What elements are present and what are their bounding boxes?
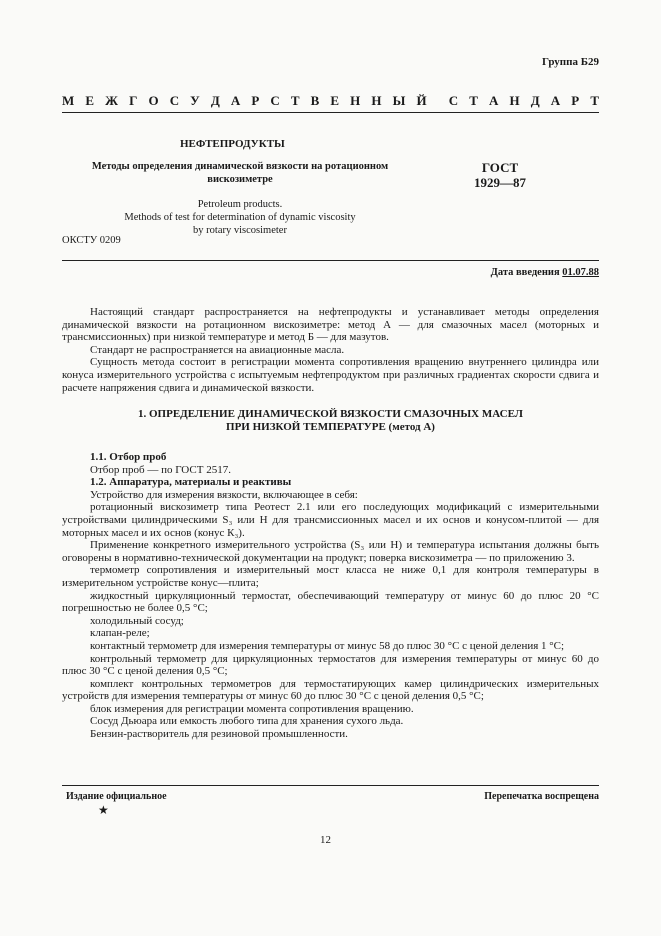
heading-letter: Д (210, 93, 220, 108)
heading-letter: С (448, 93, 459, 108)
subsection-1-2-heading: 1.2. Аппаратура, материалы и реактивы (90, 476, 292, 489)
heading-letter: А (489, 93, 499, 108)
methods-title (70, 160, 410, 186)
heading-letter: С (270, 93, 280, 108)
intro-paragraph: Стандарт не распространяется на авиационные масла. (90, 343, 345, 356)
group-label: Группа Б29 (542, 56, 599, 68)
list-item: термометр сопротивления и измерительный мост класса не ниже 0,1 для контроля температуры в измерительном устройстве конус—плита; (62, 564, 599, 589)
methods-line-2: вискозиметре (207, 174, 273, 185)
footer-divider (62, 785, 599, 786)
heading-letter: Т (590, 93, 599, 108)
intro-paragraph: Сущность метода состоит в регистрации момента сопротивления вращению внутреннего цилиндра или конуса измерительного устройства с испытуемым нефтепродуктом при различных градиентах скорости сдвига и расчете напряжения сдвига и динамической вязкости. (62, 356, 599, 394)
heading-letter: О (148, 93, 159, 108)
gost-number (470, 160, 530, 190)
intro-paragraph: Настоящий стандарт распространяется на нефтепродукты и устанавливает методы определения динамической вязкости на ротационном вискозиметре: метод А — для смазочных масел (моторных и трансмиссионных) при низкой температуре и метод Б — для мазутов. (62, 306, 599, 344)
list-item: Устройство для измерения вязкости, включающее в себя: (90, 488, 358, 501)
heading-letter: Т (290, 93, 300, 108)
heading-letter: А (230, 93, 241, 108)
date-value: 01.07.88 (562, 267, 599, 278)
top-divider (62, 112, 599, 113)
reprint-notice: Перепечатка воспрещена (484, 791, 599, 802)
english-line-1: Petroleum products. (197, 199, 283, 210)
list-item: комплект контрольных термометров для термостатирующих камер цилиндрических измерительных устройств для измерения температуры от минус 60 до плюс 30 °С с ценой деления 0,5 °С; (62, 677, 599, 703)
section-1-line-2: ПРИ НИЗКОЙ ТЕМПЕРАТУРЕ (метод А) (226, 421, 435, 433)
list-item: клапан-реле; (90, 627, 150, 640)
heading-letter: У (190, 93, 200, 108)
list-item: холодильный сосуд; (90, 614, 184, 627)
heading-letter: Р (571, 93, 580, 108)
english-line-2: Methods of test for determination of dynamic viscosity (124, 212, 356, 223)
list-item: Применение конкретного измерительного устройства (S₃ или Н) и температура испытания должны быть оговорены в нормативно-технической документации на продукт; поверка вискозиметра — по приложению 3. (62, 539, 599, 564)
list-item: блок измерения для регистрации момента сопротивления вращению. (90, 702, 414, 715)
heading-letter: Р (251, 93, 260, 108)
heading-letter: Д (530, 93, 540, 108)
heading-letter: В (310, 93, 320, 108)
effective-date (491, 267, 599, 278)
date-label: Дата введения (490, 267, 560, 278)
list-item: Бензин-растворитель для резиновой промышленности. (90, 728, 348, 741)
standard-heading (62, 93, 599, 109)
heading-letter: Ы (392, 93, 406, 108)
intro-text (62, 306, 599, 394)
page-number: 12 (320, 834, 331, 846)
edition-label: Издание официальное (66, 791, 167, 802)
gost-label: ГОСТ (481, 160, 519, 175)
heading-letter: М (62, 93, 75, 108)
methods-line-1: Методы определения динамической вязкости на ротационном (91, 161, 389, 172)
section-1-heading (62, 408, 599, 434)
gost-code: 1929—87 (474, 175, 526, 190)
date-divider (62, 260, 599, 261)
list-item: жидкостный циркуляционный термостат, обеспечивающий температуру от минус 60 до плюс 20 °С погрешностью не более 0,5 °С; (62, 589, 599, 615)
heading-letter: Е (330, 93, 340, 108)
star-icon: ★ (98, 803, 109, 817)
section-1-line-1: 1. ОПРЕДЕЛЕНИЕ ДИНАМИЧЕСКОЙ ВЯЗКОСТИ СМАЗОЧНЫХ МАСЕЛ (138, 408, 523, 420)
english-line-3: by rotary viscosimeter (193, 225, 287, 236)
list-item: Сосуд Дьюара или емкость любого типа для хранения сухого льда. (90, 715, 404, 728)
heading-letter: Н (371, 93, 382, 108)
heading-letter: Й (416, 93, 427, 108)
english-title (110, 198, 370, 237)
heading-letter: А (550, 93, 561, 108)
heading-letter: Н (509, 93, 520, 108)
doc-title: НЕФТЕПРОДУКТЫ (180, 138, 285, 150)
heading-letter: Т (469, 93, 478, 108)
okstu-code: ОКСТУ 0209 (62, 235, 121, 246)
list-item: ротационный вискозиметр типа Реотест 2.1 или его последующих модификаций с измерительными устройствами цилиндрическими S₃ или Н для трансмиссионных масел и их основ и конусом-плитой — для моторных масел и их основ (конус К₃). (62, 501, 599, 539)
heading-letter: Н (350, 93, 361, 108)
heading-letter: Ж (105, 93, 118, 108)
subsection-1-1-heading: 1.1. Отбор проб (90, 451, 167, 463)
heading-letter: С (169, 93, 180, 108)
section-1-body (62, 451, 599, 741)
heading-letter: Г (129, 93, 138, 108)
list-item: контактный термометр для измерения температуры от минус 58 до плюс 30 °С с ценой деления 1 °С; (90, 639, 565, 652)
list-item: контрольный термометр для циркуляционных термостатов для измерения температуры от минус 60 до плюс 30 °С с ценой деления 0,5 °С; (62, 652, 599, 678)
subsection-1-1-text: Отбор проб — по ГОСТ 2517. (90, 463, 231, 476)
heading-letter: Е (85, 93, 95, 108)
